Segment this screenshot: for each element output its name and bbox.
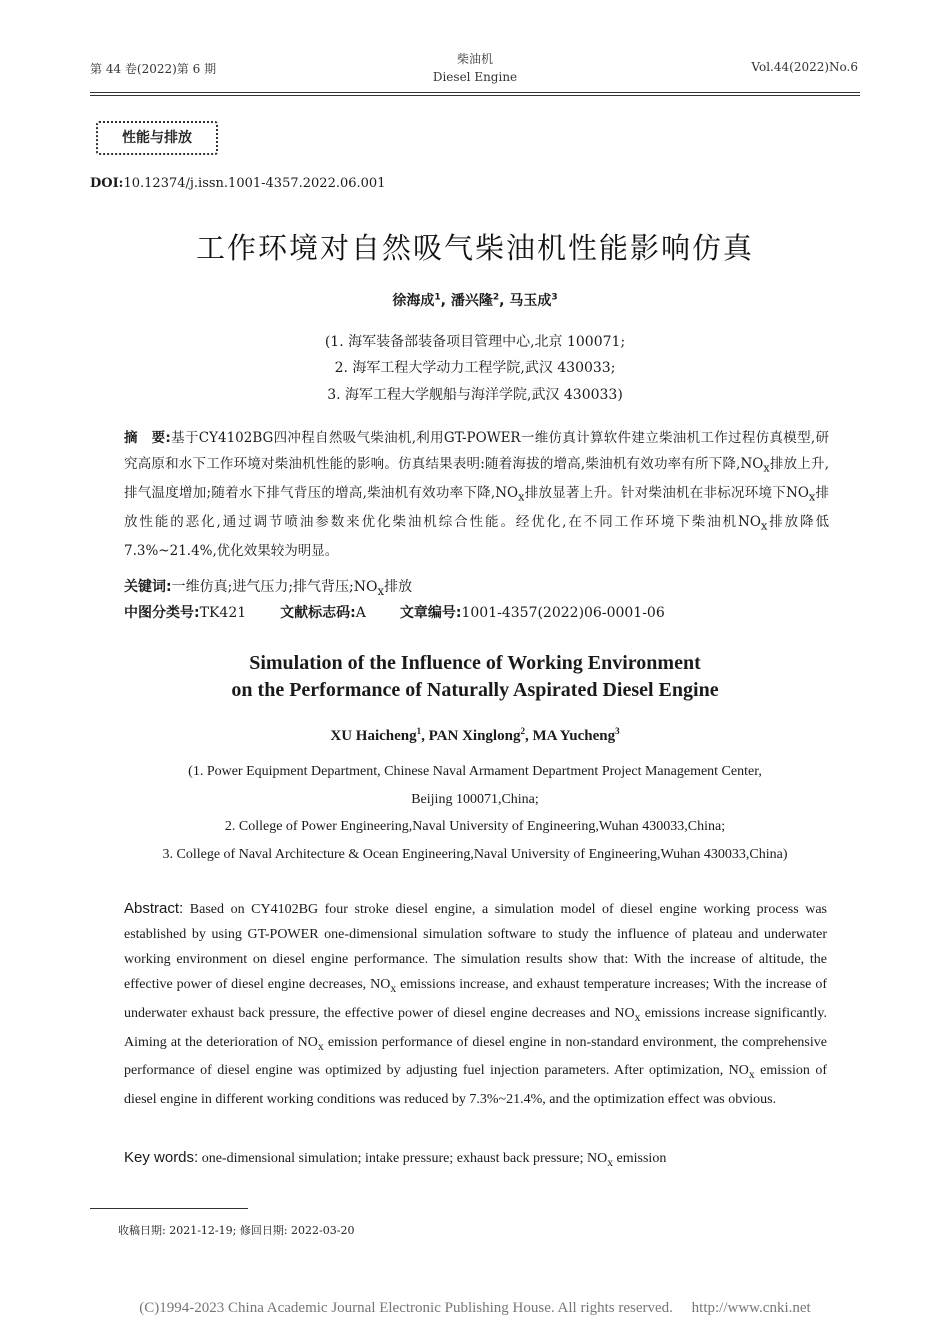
author-sep: , [421,728,425,744]
affiliation-cn-2: 2. 海军工程大学动力工程学院,武汉 430033; [334,360,616,376]
classification-line [124,602,665,622]
affiliation-cn-1: (1. 海军装备部装备项目管理中心,北京 100071; [324,334,626,350]
author-cn-2: 潘兴隆 [450,293,493,309]
affiliation-en-2: 2. College of Power Engineering,Naval University of Engineering,Wuhan 430033,China; [224,819,726,834]
abstract-en-text: emission performance of diesel engine in non-standard environment, the comprehensive performance of diesel engine was optimized by adjusting fuel injection parameters. After optimization, NO [124,1034,827,1079]
abstract-en-text: emissions increase, and exhaust temperature increases; With the increase of underwater exhaust back pressure, the effective power of diesel engine decreases and NO [124,977,828,1021]
abstract-cn-text: 排放降低7.3%~21.4%,优化效果较为明显。 [124,513,830,560]
subscript: x [808,490,816,504]
doc-code-value: A [355,605,366,621]
subscript: x [760,519,768,533]
copyright-notice: (C)1994-2023 China Academic Journal Electronic Publishing House. All rights reserved. http://www.cnki.net [139,1300,811,1316]
doi-line [90,176,385,191]
authors-cn [0,290,950,310]
affiliation-en-3: 3. College of Naval Architecture & Ocean Engineering,Naval University of Engineering,Wuhan 430033,China) [162,847,788,862]
footnote-rule [90,1208,248,1209]
author-en-3: MA Yucheng [532,728,616,744]
title-cn: 工作环境对自然吸气柴油机性能影响仿真 [195,231,754,265]
abstract-en-text: emissions increase significantly. Aiming at the deterioration of NO [124,1005,827,1050]
abstract-en-text: emission of diesel engine in different working conditions was reduced by 7.3%~21.4%, and the optimization effect was obvious. [124,1063,827,1108]
author-sep: , [524,728,529,744]
article-no-label: 文章编号: [399,605,462,621]
title-en [0,650,950,704]
keywords-cn-text: 一维仿真;进气压力;排气背压;NO [171,579,378,595]
subscript: x [763,461,770,475]
doi-value[interactable]: 10.12374/j.issn.1001-4357.2022.06.001 [123,176,386,191]
received-dates: 收稿日期: 2021-12-19; 修回日期: 2022-03-20 [118,1224,355,1237]
header-rule-bottom [90,95,860,96]
abstract-en [124,896,827,1112]
abstract-cn-label: 摘 要: [124,430,171,446]
doc-code-label: 文献标志码: [280,605,356,621]
title-en-line-2: on the Performance of Naturally Aspirated Diesel Engine [231,679,719,701]
authors-en [0,726,950,745]
abstract-cn-text: 基于CY4102BG四冲程自然吸气柴油机,利用GT-POWER一维仿真计算软件建立柴油机工作过程仿真模型,研究高原和水下工作环境对柴油机性能的影响。仿真结果表明:随着海拔的增高,柴油机有效功率有所下降,NO [124,430,829,472]
journal-issue-left: 第 44 卷(2022)第 6 期 [90,62,217,76]
clc-value: TK421 [199,605,247,621]
author-cn-3: 马玉成 [509,293,552,309]
author-en-1: XU Haicheng [330,728,417,744]
author-en-2: PAN Xinglong [428,728,521,744]
author-en-3-sup: 3 [615,726,620,736]
subscript: x [317,1039,324,1053]
author-cn-1-sup: 1 [434,292,441,303]
subscript: x [518,490,525,504]
affiliation-en-1-cont: Beijing 100071,China; [411,792,539,807]
header-rule-top [90,92,860,93]
doi-label: DOI: [90,176,124,191]
abstract-en-text: Based on CY4102BG four stroke diesel engine, a simulation model of diesel engine working process was established by using GT-POWER one-dimensional simulation software to study the influence of plateau and underwater working environment on diesel engine performance. The simulation results show that: With the increase of altitude, the effective power of diesel engine decreases, NO [124,902,828,992]
journal-name-cn: 柴油机 [456,52,493,66]
author-cn-2-sup: 2 [492,292,500,303]
abstract-cn-text: 排放上升,排气温度增加;随着水下排气背压的增高,柴油机有效功率下降,NO [124,455,829,501]
section-tag: 性能与排放 [96,121,218,155]
subscript: x [390,981,397,995]
keywords-en-text: one-dimensional simulation; intake pressure; exhaust back pressure; NO [201,1151,608,1166]
keywords-en [124,1149,666,1169]
keywords-en-tail: emission [613,1151,667,1166]
abstract-cn [124,426,829,565]
keywords-en-label: Key words: [124,1149,199,1166]
subscript: x [748,1068,755,1082]
keywords-cn-label: 关键词: [124,579,172,595]
author-cn-1: 徐海成 [392,293,435,309]
author-sep: , [440,293,446,309]
journal-name-en: Diesel Engine [432,70,518,84]
author-cn-3-sup: 3 [551,292,558,303]
author-en-1-sup: 1 [416,726,422,736]
abstract-cn-text: 排放性能的恶化,通过调节喷油参数来优化柴油机综合性能。经优化,在不同工作环境下柴油机NO [124,484,830,530]
affiliation-cn-3: 3. 海军工程大学舰船与海洋学院,武汉 430033) [327,387,623,403]
subscript: x [377,583,385,598]
author-sep: , [499,293,505,309]
abstract-en-label: Abstract: [124,900,184,917]
author-en-2-sup: 2 [520,726,525,736]
abstract-cn-text: 排放显著上升。针对柴油机在非标况环境下NO [524,484,809,501]
subscript: x [634,1010,641,1024]
journal-issue-right: Vol.44(2022)No.6 [751,60,858,74]
article-no-value: 1001-4357(2022)06-0001-06 [461,605,665,621]
subscript: x [607,1155,614,1169]
title-en-line-1: Simulation of the Influence of Working Environment [249,652,701,674]
keywords-cn-tail: 排放 [384,579,413,595]
affiliation-en-1: (1. Power Equipment Department, Chinese Naval Armament Department Project Management Center, [188,764,762,779]
keywords-cn [124,576,412,598]
clc-label: 中图分类号: [124,605,200,621]
